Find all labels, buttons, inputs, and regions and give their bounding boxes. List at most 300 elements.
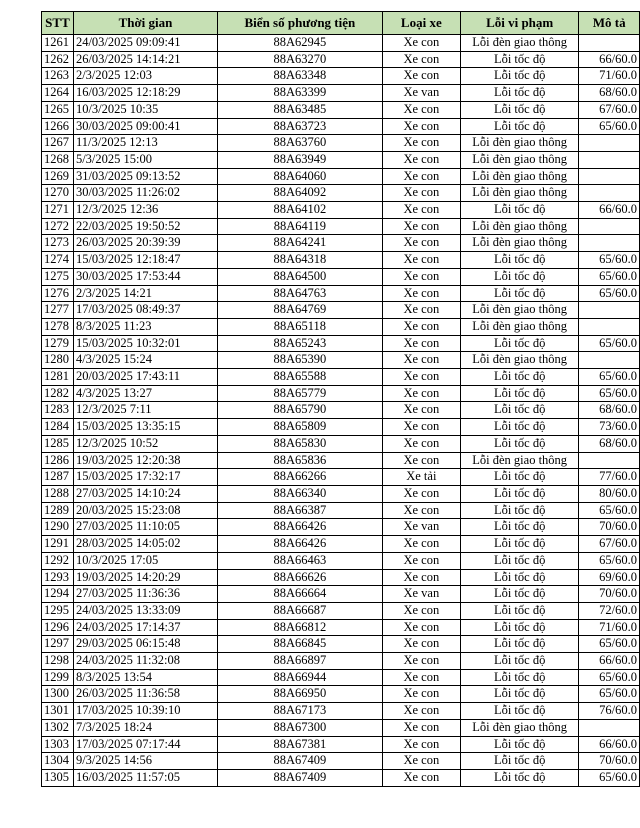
table-row: [42, 185, 640, 202]
cell-time: 17/03/2025 10:39:10: [73, 703, 217, 720]
cell-plate: 88A66845: [218, 636, 383, 653]
cell-plate: 88A65390: [218, 352, 383, 369]
cell-time: 24/03/2025 09:09:41: [73, 35, 217, 52]
cell-plate: 88A64763: [218, 285, 383, 302]
cell-description: 73/60.0: [579, 419, 640, 436]
cell-vehicle-type: Xe con: [382, 118, 460, 135]
cell-time: 15/03/2025 13:35:15: [73, 419, 217, 436]
cell-time: 8/3/2025 11:23: [73, 318, 217, 335]
cell-violation: Lỗi tốc độ: [460, 335, 579, 352]
cell-violation: Lỗi tốc độ: [460, 385, 579, 402]
cell-time: 27/03/2025 14:10:24: [73, 485, 217, 502]
cell-violation: Lỗi đèn giao thông: [460, 719, 579, 736]
cell-vehicle-type: Xe con: [382, 452, 460, 469]
cell-time: 27/03/2025 11:10:05: [73, 519, 217, 536]
table-row: [42, 703, 640, 720]
cell-violation: Lỗi tốc độ: [460, 285, 579, 302]
table-row: [42, 369, 640, 386]
cell-vehicle-type: Xe con: [382, 552, 460, 569]
cell-plate: 88A64102: [218, 202, 383, 219]
cell-violation: Lỗi tốc độ: [460, 85, 579, 102]
cell-description: 65/60.0: [579, 636, 640, 653]
cell-description: 72/60.0: [579, 602, 640, 619]
cell-time: 20/03/2025 15:23:08: [73, 502, 217, 519]
cell-plate: 88A63760: [218, 135, 383, 152]
cell-violation: Lỗi tốc độ: [460, 636, 579, 653]
table-row: [42, 653, 640, 670]
cell-time: 5/3/2025 15:00: [73, 151, 217, 168]
cell-description: 65/60.0: [579, 335, 640, 352]
cell-description: 65/60.0: [579, 285, 640, 302]
header-description: Mô tả: [579, 12, 640, 35]
cell-description: [579, 235, 640, 252]
table-row: [42, 619, 640, 636]
cell-violation: Lỗi tốc độ: [460, 703, 579, 720]
cell-stt: 1265: [42, 101, 74, 118]
cell-vehicle-type: Xe con: [382, 769, 460, 786]
cell-description: 65/60.0: [579, 669, 640, 686]
cell-vehicle-type: Xe con: [382, 185, 460, 202]
cell-description: 70/60.0: [579, 519, 640, 536]
cell-stt: 1295: [42, 602, 74, 619]
cell-violation: Lỗi tốc độ: [460, 602, 579, 619]
cell-time: 29/03/2025 06:15:48: [73, 636, 217, 653]
cell-time: 8/3/2025 13:54: [73, 669, 217, 686]
table-row: [42, 51, 640, 68]
cell-plate: 88A66944: [218, 669, 383, 686]
cell-vehicle-type: Xe con: [382, 101, 460, 118]
cell-violation: Lỗi tốc độ: [460, 552, 579, 569]
cell-vehicle-type: Xe con: [382, 502, 460, 519]
cell-description: 65/60.0: [579, 552, 640, 569]
cell-stt: 1302: [42, 719, 74, 736]
table-row: [42, 151, 640, 168]
violations-table: [41, 11, 640, 787]
cell-time: 31/03/2025 09:13:52: [73, 168, 217, 185]
cell-time: 24/03/2025 17:14:37: [73, 619, 217, 636]
cell-violation: Lỗi tốc độ: [460, 536, 579, 553]
cell-plate: 88A67409: [218, 769, 383, 786]
cell-plate: 88A65243: [218, 335, 383, 352]
cell-vehicle-type: Xe con: [382, 285, 460, 302]
cell-time: 12/3/2025 10:52: [73, 435, 217, 452]
cell-vehicle-type: Xe tải: [382, 469, 460, 486]
cell-violation: Lỗi tốc độ: [460, 653, 579, 670]
cell-description: [579, 151, 640, 168]
cell-vehicle-type: Xe con: [382, 318, 460, 335]
cell-stt: 1286: [42, 452, 74, 469]
cell-time: 17/03/2025 08:49:37: [73, 302, 217, 319]
cell-vehicle-type: Xe con: [382, 151, 460, 168]
cell-description: 68/60.0: [579, 85, 640, 102]
cell-vehicle-type: Xe con: [382, 68, 460, 85]
table-row: [42, 235, 640, 252]
cell-time: 9/3/2025 14:56: [73, 753, 217, 770]
header-plate: Biển số phương tiện: [218, 12, 383, 35]
cell-time: 27/03/2025 11:36:36: [73, 586, 217, 603]
cell-vehicle-type: Xe con: [382, 636, 460, 653]
cell-plate: 88A65118: [218, 318, 383, 335]
cell-vehicle-type: Xe con: [382, 435, 460, 452]
cell-stt: 1283: [42, 402, 74, 419]
cell-violation: Lỗi đèn giao thông: [460, 235, 579, 252]
table-row: [42, 202, 640, 219]
cell-vehicle-type: Xe con: [382, 402, 460, 419]
cell-violation: Lỗi tốc độ: [460, 569, 579, 586]
cell-vehicle-type: Xe con: [382, 653, 460, 670]
cell-plate: 88A64318: [218, 252, 383, 269]
cell-violation: Lỗi tốc độ: [460, 252, 579, 269]
table-row: [42, 753, 640, 770]
cell-stt: 1292: [42, 552, 74, 569]
cell-time: 4/3/2025 13:27: [73, 385, 217, 402]
cell-plate: 88A64119: [218, 218, 383, 235]
table-row: [42, 168, 640, 185]
cell-plate: 88A66812: [218, 619, 383, 636]
table-row: [42, 318, 640, 335]
cell-vehicle-type: Xe con: [382, 602, 460, 619]
table-row: [42, 769, 640, 786]
table-row: [42, 252, 640, 269]
cell-vehicle-type: Xe con: [382, 252, 460, 269]
cell-stt: 1282: [42, 385, 74, 402]
cell-violation: Lỗi tốc độ: [460, 402, 579, 419]
cell-violation: Lỗi tốc độ: [460, 469, 579, 486]
cell-stt: 1274: [42, 252, 74, 269]
table-row: [42, 519, 640, 536]
cell-description: 71/60.0: [579, 68, 640, 85]
cell-plate: 88A66340: [218, 485, 383, 502]
cell-time: 12/3/2025 12:36: [73, 202, 217, 219]
table-row: [42, 435, 640, 452]
cell-vehicle-type: Xe con: [382, 669, 460, 686]
cell-description: 65/60.0: [579, 268, 640, 285]
header-violation: Lỗi vi phạm: [460, 12, 579, 35]
cell-stt: 1300: [42, 686, 74, 703]
cell-stt: 1272: [42, 218, 74, 235]
cell-time: 15/03/2025 12:18:47: [73, 252, 217, 269]
table-row: [42, 68, 640, 85]
table-row: [42, 268, 640, 285]
cell-plate: 88A65790: [218, 402, 383, 419]
table-row: [42, 636, 640, 653]
cell-plate: 88A63399: [218, 85, 383, 102]
cell-vehicle-type: Xe con: [382, 235, 460, 252]
cell-vehicle-type: Xe con: [382, 51, 460, 68]
table-row: [42, 135, 640, 152]
cell-stt: 1261: [42, 35, 74, 52]
cell-violation: Lỗi tốc độ: [460, 202, 579, 219]
cell-stt: 1263: [42, 68, 74, 85]
cell-violation: Lỗi đèn giao thông: [460, 302, 579, 319]
cell-plate: 88A67300: [218, 719, 383, 736]
cell-time: 2/3/2025 12:03: [73, 68, 217, 85]
cell-time: 11/3/2025 12:13: [73, 135, 217, 152]
cell-stt: 1273: [42, 235, 74, 252]
cell-description: [579, 302, 640, 319]
cell-description: 70/60.0: [579, 753, 640, 770]
cell-stt: 1305: [42, 769, 74, 786]
cell-time: 30/03/2025 09:00:41: [73, 118, 217, 135]
table-row: [42, 552, 640, 569]
cell-description: 68/60.0: [579, 435, 640, 452]
cell-violation: Lỗi tốc độ: [460, 118, 579, 135]
table-row: [42, 719, 640, 736]
cell-violation: Lỗi tốc độ: [460, 502, 579, 519]
cell-stt: 1296: [42, 619, 74, 636]
cell-time: 24/03/2025 13:33:09: [73, 602, 217, 619]
cell-stt: 1278: [42, 318, 74, 335]
cell-vehicle-type: Xe con: [382, 686, 460, 703]
cell-stt: 1267: [42, 135, 74, 152]
cell-description: 68/60.0: [579, 402, 640, 419]
cell-vehicle-type: Xe con: [382, 302, 460, 319]
cell-description: 66/60.0: [579, 653, 640, 670]
cell-violation: Lỗi đèn giao thông: [460, 185, 579, 202]
cell-description: 70/60.0: [579, 586, 640, 603]
table-row: [42, 218, 640, 235]
cell-description: [579, 318, 640, 335]
cell-vehicle-type: Xe con: [382, 352, 460, 369]
cell-plate: 88A66426: [218, 536, 383, 553]
header-vehicle-type: Loại xe: [382, 12, 460, 35]
table-row: [42, 686, 640, 703]
cell-stt: 1271: [42, 202, 74, 219]
cell-stt: 1268: [42, 151, 74, 168]
cell-description: 77/60.0: [579, 469, 640, 486]
cell-violation: Lỗi tốc độ: [460, 619, 579, 636]
cell-time: 10/3/2025 10:35: [73, 101, 217, 118]
cell-vehicle-type: Xe con: [382, 703, 460, 720]
table-row: [42, 402, 640, 419]
table-body: [42, 35, 640, 787]
table-row: [42, 485, 640, 502]
cell-time: 10/3/2025 17:05: [73, 552, 217, 569]
cell-stt: 1290: [42, 519, 74, 536]
cell-stt: 1276: [42, 285, 74, 302]
cell-stt: 1293: [42, 569, 74, 586]
cell-plate: 88A64769: [218, 302, 383, 319]
cell-time: 15/03/2025 10:32:01: [73, 335, 217, 352]
cell-plate: 88A66463: [218, 552, 383, 569]
cell-vehicle-type: Xe van: [382, 586, 460, 603]
cell-violation: Lỗi tốc độ: [460, 419, 579, 436]
table-row: [42, 302, 640, 319]
cell-time: 7/3/2025 18:24: [73, 719, 217, 736]
cell-plate: 88A66950: [218, 686, 383, 703]
cell-plate: 88A63348: [218, 68, 383, 85]
cell-description: 71/60.0: [579, 619, 640, 636]
cell-violation: Lỗi tốc độ: [460, 369, 579, 386]
cell-description: 65/60.0: [579, 769, 640, 786]
cell-description: 66/60.0: [579, 51, 640, 68]
table-row: [42, 385, 640, 402]
cell-vehicle-type: Xe con: [382, 202, 460, 219]
cell-violation: Lỗi đèn giao thông: [460, 452, 579, 469]
table-row: [42, 736, 640, 753]
cell-description: 69/60.0: [579, 569, 640, 586]
cell-vehicle-type: Xe con: [382, 419, 460, 436]
cell-stt: 1289: [42, 502, 74, 519]
table-row: [42, 452, 640, 469]
cell-description: [579, 35, 640, 52]
cell-violation: Lỗi đèn giao thông: [460, 35, 579, 52]
cell-time: 2/3/2025 14:21: [73, 285, 217, 302]
cell-plate: 88A63949: [218, 151, 383, 168]
table-row: [42, 85, 640, 102]
cell-vehicle-type: Xe con: [382, 536, 460, 553]
cell-vehicle-type: Xe con: [382, 135, 460, 152]
cell-violation: Lỗi đèn giao thông: [460, 151, 579, 168]
cell-violation: Lỗi tốc độ: [460, 686, 579, 703]
cell-description: [579, 352, 640, 369]
cell-violation: Lỗi tốc độ: [460, 586, 579, 603]
cell-time: 4/3/2025 15:24: [73, 352, 217, 369]
cell-description: [579, 168, 640, 185]
cell-vehicle-type: Xe con: [382, 268, 460, 285]
table-row: [42, 536, 640, 553]
cell-stt: 1277: [42, 302, 74, 319]
cell-vehicle-type: Xe con: [382, 619, 460, 636]
cell-description: [579, 135, 640, 152]
cell-stt: 1266: [42, 118, 74, 135]
cell-violation: Lỗi đèn giao thông: [460, 218, 579, 235]
cell-time: 12/3/2025 7:11: [73, 402, 217, 419]
cell-vehicle-type: Xe con: [382, 369, 460, 386]
cell-time: 19/03/2025 14:20:29: [73, 569, 217, 586]
cell-violation: Lỗi tốc độ: [460, 268, 579, 285]
cell-time: 24/03/2025 11:32:08: [73, 653, 217, 670]
table-row: [42, 602, 640, 619]
cell-plate: 88A63270: [218, 51, 383, 68]
cell-stt: 1291: [42, 536, 74, 553]
table-row: [42, 502, 640, 519]
table-row: [42, 101, 640, 118]
header-stt: STT: [42, 12, 74, 35]
cell-plate: 88A67173: [218, 703, 383, 720]
cell-stt: 1275: [42, 268, 74, 285]
cell-description: [579, 452, 640, 469]
table-row: [42, 569, 640, 586]
cell-description: [579, 218, 640, 235]
cell-plate: 88A66626: [218, 569, 383, 586]
cell-vehicle-type: Xe con: [382, 35, 460, 52]
cell-plate: 88A66897: [218, 653, 383, 670]
cell-plate: 88A65830: [218, 435, 383, 452]
cell-description: 67/60.0: [579, 101, 640, 118]
table-row: [42, 35, 640, 52]
cell-description: 65/60.0: [579, 686, 640, 703]
cell-time: 30/03/2025 17:53:44: [73, 268, 217, 285]
table-row: [42, 285, 640, 302]
violations-table-container: [41, 11, 640, 787]
cell-stt: 1304: [42, 753, 74, 770]
cell-time: 28/03/2025 14:05:02: [73, 536, 217, 553]
cell-stt: 1294: [42, 586, 74, 603]
cell-violation: Lỗi tốc độ: [460, 519, 579, 536]
table-row: [42, 118, 640, 135]
cell-description: 65/60.0: [579, 502, 640, 519]
cell-violation: Lỗi tốc độ: [460, 769, 579, 786]
cell-violation: Lỗi đèn giao thông: [460, 318, 579, 335]
cell-stt: 1281: [42, 369, 74, 386]
cell-vehicle-type: Xe con: [382, 385, 460, 402]
cell-stt: 1301: [42, 703, 74, 720]
cell-time: 19/03/2025 12:20:38: [73, 452, 217, 469]
cell-stt: 1270: [42, 185, 74, 202]
cell-vehicle-type: Xe con: [382, 485, 460, 502]
cell-plate: 88A66387: [218, 502, 383, 519]
cell-description: [579, 719, 640, 736]
table-header-row: [42, 12, 640, 35]
table-row: [42, 352, 640, 369]
cell-plate: 88A64060: [218, 168, 383, 185]
cell-stt: 1287: [42, 469, 74, 486]
header-time: Thời gian: [73, 12, 217, 35]
table-row: [42, 669, 640, 686]
cell-vehicle-type: Xe van: [382, 85, 460, 102]
cell-vehicle-type: Xe con: [382, 218, 460, 235]
cell-plate: 88A64500: [218, 268, 383, 285]
cell-violation: Lỗi tốc độ: [460, 736, 579, 753]
cell-time: 30/03/2025 11:26:02: [73, 185, 217, 202]
cell-stt: 1288: [42, 485, 74, 502]
cell-description: 80/60.0: [579, 485, 640, 502]
cell-stt: 1298: [42, 653, 74, 670]
cell-description: 66/60.0: [579, 202, 640, 219]
cell-description: 65/60.0: [579, 118, 640, 135]
cell-vehicle-type: Xe con: [382, 719, 460, 736]
cell-stt: 1284: [42, 419, 74, 436]
cell-plate: 88A63723: [218, 118, 383, 135]
cell-vehicle-type: Xe van: [382, 519, 460, 536]
cell-stt: 1280: [42, 352, 74, 369]
cell-time: 26/03/2025 11:36:58: [73, 686, 217, 703]
cell-description: 65/60.0: [579, 252, 640, 269]
cell-vehicle-type: Xe con: [382, 569, 460, 586]
cell-vehicle-type: Xe con: [382, 736, 460, 753]
cell-violation: Lỗi tốc độ: [460, 753, 579, 770]
cell-plate: 88A66664: [218, 586, 383, 603]
cell-description: 67/60.0: [579, 536, 640, 553]
cell-stt: 1269: [42, 168, 74, 185]
cell-vehicle-type: Xe con: [382, 335, 460, 352]
cell-time: 15/03/2025 17:32:17: [73, 469, 217, 486]
cell-stt: 1264: [42, 85, 74, 102]
cell-violation: Lỗi tốc độ: [460, 435, 579, 452]
cell-time: 22/03/2025 19:50:52: [73, 218, 217, 235]
cell-time: 16/03/2025 11:57:05: [73, 769, 217, 786]
cell-plate: 88A65809: [218, 419, 383, 436]
cell-violation: Lỗi đèn giao thông: [460, 352, 579, 369]
table-row: [42, 586, 640, 603]
cell-plate: 88A66426: [218, 519, 383, 536]
cell-violation: Lỗi tốc độ: [460, 101, 579, 118]
cell-violation: Lỗi tốc độ: [460, 68, 579, 85]
cell-plate: 88A65588: [218, 369, 383, 386]
cell-plate: 88A67381: [218, 736, 383, 753]
cell-plate: 88A64241: [218, 235, 383, 252]
cell-description: [579, 185, 640, 202]
table-row: [42, 469, 640, 486]
cell-plate: 88A65836: [218, 452, 383, 469]
cell-stt: 1285: [42, 435, 74, 452]
cell-time: 26/03/2025 20:39:39: [73, 235, 217, 252]
cell-plate: 88A65779: [218, 385, 383, 402]
cell-time: 26/03/2025 14:14:21: [73, 51, 217, 68]
table-row: [42, 335, 640, 352]
cell-plate: 88A66266: [218, 469, 383, 486]
